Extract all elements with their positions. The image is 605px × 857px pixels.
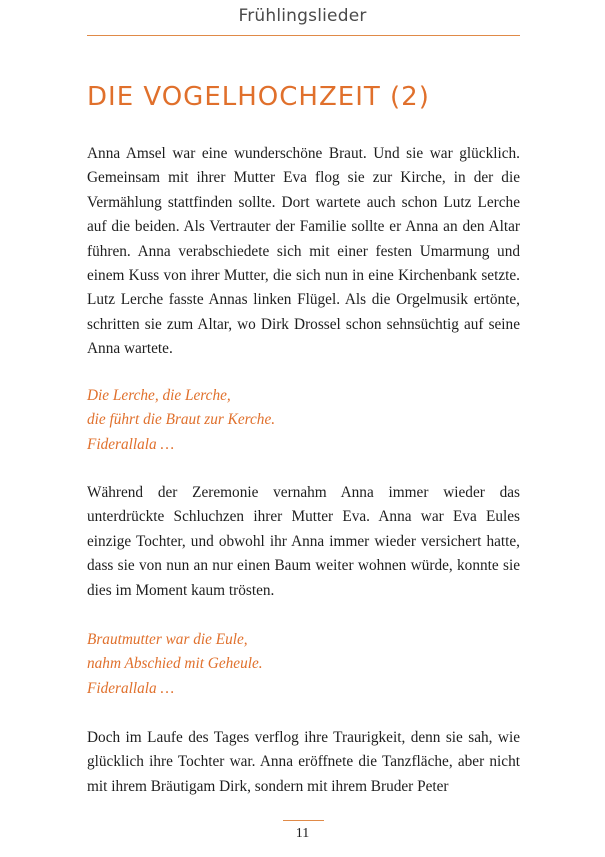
footer-rule bbox=[283, 820, 324, 821]
page-number: 11 bbox=[295, 826, 310, 841]
chapter-title: DIE VOGELHOCHZEIT (2) bbox=[87, 82, 430, 112]
header-rule bbox=[87, 35, 520, 36]
verse-2-line-3: Fiderallala … bbox=[87, 679, 175, 697]
running-head: Frühlingslieder bbox=[238, 6, 367, 26]
verse-1-line-3: Fiderallala … bbox=[87, 435, 175, 453]
verse-1-line-2: die führt die Braut zur Kerche. bbox=[87, 411, 276, 429]
verse-1 bbox=[87, 384, 520, 457]
verse-2-line-2: nahm Abschied mit Geheule. bbox=[87, 655, 263, 673]
verse-2 bbox=[87, 628, 520, 701]
body-paragraph-3: Doch im Laufe des Tages verflog ihre Traurigkeit, denn sie sah, wie glücklich ihre Tochter war. Anna eröffnete die Tanzfläche, aber nicht mit ihrem Bräutigam Dirk, sondern mit ihrem Bruder Peter bbox=[87, 729, 520, 795]
body-paragraph-2: Während der Zeremonie vernahm Anna immer wieder das unterdrückte Schluchzen ihrer Mutter Eva. Anna war Eva Eules einzige Tochter, und obwohl ihr Anna immer wieder versichert hatte, dass sie von nun an nur einen Baum weiter wohnen würde, konnte sie dies im Moment kaum trösten. bbox=[87, 484, 520, 599]
body-paragraph-1: Anna Amsel war eine wunderschöne Braut. Und sie war glücklich. Gemeinsam mit ihrer Mutter Eva flog sie zur Kirche, in der die Vermählung stattfinden sollte. Dort wartete auch schon Lutz Lerche auf die beiden. Als Vertrauter der Familie sollte er Anna an den Altar führen. Anna verabschiedete sich mit einer festen Umarmung und einem Kuss von ihrer Mutter, die sich nun in eine Kirchenbank setzte. Lutz Lerche fasste Annas linken Flügel. Als die Orgelmusik ertönte, schritten sie zum Altar, wo Dirk Drossel schon sehnsüchtig auf seine Anna wartete. bbox=[87, 145, 520, 358]
verse-1-line-1: Die Lerche, die Lerche, bbox=[87, 387, 231, 404]
verse-2-line-1: Brautmutter war die Eule, bbox=[87, 631, 248, 648]
